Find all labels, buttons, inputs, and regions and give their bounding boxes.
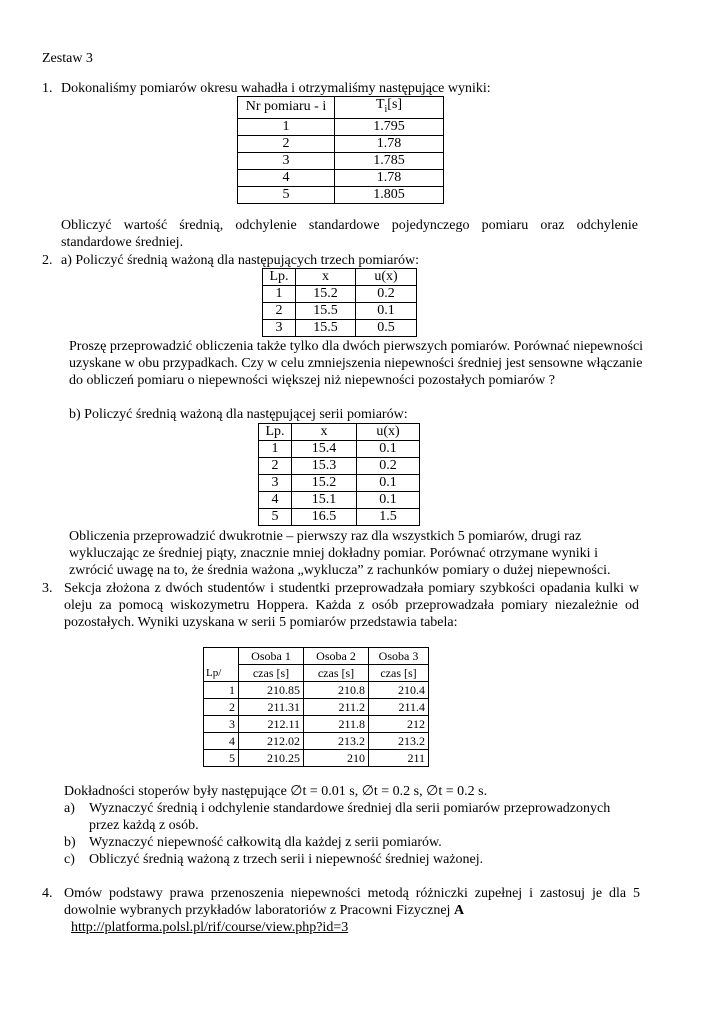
q2b-header-x: x bbox=[292, 424, 357, 441]
table-row: 1 15.2 0.2 bbox=[263, 286, 417, 303]
q2b-task: Obliczenia przeprowadzić dwukrotnie – pierwszy raz dla wszystkich 5 pomiarów, drugi raz wykluczając ze średniej piąty, znacznie mniej dokładny pomiar. Porównać otrzymane wyniki i zwrócić uwagę na to, że średnia ważona „wyklucza” z rachunków pomiary o dużej niepewności. bbox=[69, 529, 611, 578]
q1-intro: Dokonaliśmy pomiarów okresu wahadła i otrzymaliśmy następujące wyniki: bbox=[61, 81, 491, 96]
table-row: 5 16.5 1.5 bbox=[259, 509, 420, 526]
q3-header-person2: Osoba 2 bbox=[304, 648, 369, 665]
q2a-task: Proszę przeprowadzić obliczenia także tylko dla dwóch pierwszych pomiarów. Porównać niepewności uzyskane w obu przypadkach. Czy w celu zmniejszenia niepewności średniej jest sensowne włączanie do obliczeń pomiaru o niepewności większej niż niepewności pozostałych pomiarów ? bbox=[69, 339, 644, 388]
table-row: 2 15.5 0.1 bbox=[263, 303, 417, 320]
page-title: Zestaw 3 bbox=[42, 51, 93, 66]
q3a-label: a) bbox=[64, 801, 75, 816]
q3-header-person3: Osoba 3 bbox=[369, 648, 429, 665]
q2a-table bbox=[262, 268, 417, 337]
q2a-intro: a) Policzyć średnią ważoną dla następujących trzech pomiarów: bbox=[61, 253, 420, 268]
q1-header-t: $T_i[s]$ bbox=[335, 97, 444, 119]
q2-number: 2. bbox=[42, 253, 53, 268]
q2a-header-ux: u(x) bbox=[356, 269, 417, 286]
table-row: 3 1.785 bbox=[238, 152, 444, 169]
table-row: 5 210.25 210 211 bbox=[204, 750, 429, 767]
q1-task: Obliczyć wartość średnią, odchylenie standardowe pojedynczego pomiaru oraz odchylenie standardowe średniej. bbox=[61, 218, 638, 250]
q3a-text: Wyznaczyć średnią i odchylenie standardowe średniej dla serii pomiarów przeprowadzonych przez każdą z osób. bbox=[89, 801, 611, 833]
q4-number: 4. bbox=[42, 886, 53, 901]
q3-unit-2: czas [s] bbox=[304, 665, 369, 682]
table-row: 2 15.3 0.2 bbox=[259, 458, 420, 475]
table-row: 2 1.78 bbox=[238, 135, 444, 152]
table-row: 1 15.4 0.1 bbox=[259, 441, 420, 458]
table-row: 3 212.11 211.8 212 bbox=[204, 716, 429, 733]
q3c-text: Obliczyć średnią ważoną z trzech serii i niepewność średniej ważonej. bbox=[89, 852, 484, 867]
table-row: 1 1.795 bbox=[238, 118, 444, 135]
q3-intro: Sekcja złożona z dwóch studentów i studentki przeprowadzała pomiary szybkości opadania kulki w oleju za pomocą wiskozymetru Hoppera. Każda z osób przeprowadzała pomiary niezależnie od pozostałych. Wyniki uzyskana w serii 5 pomiarów przedstawia tabela: bbox=[64, 581, 639, 630]
table-row: 4 15.1 0.1 bbox=[259, 492, 420, 509]
q4-bold-a: A bbox=[453, 903, 465, 918]
q2b-intro: b) Policzyć średnią ważoną dla następującej serii pomiarów: bbox=[69, 407, 408, 422]
table-row: 2 211.31 211.2 211.4 bbox=[204, 699, 429, 716]
q3-unit-3: czas [s] bbox=[369, 665, 429, 682]
table-row: 4 1.78 bbox=[238, 169, 444, 186]
q4-text: Omów podstawy prawa przenoszenia niepewności metodą różniczki zupełnej i zastosuj je dla 5 dowolnie wybranych przykładów laboratoriów z Pracowni Fizycznej A bbox=[64, 886, 640, 918]
q3-header-person1: Osoba 1 bbox=[239, 648, 304, 665]
q2b-table bbox=[258, 423, 420, 526]
q3-accuracy: Dokładności stoperów były następujące ∅t = 0.01 s, ∅t = 0.2 s, ∅t = 0.2 s. bbox=[64, 784, 488, 799]
q1-table bbox=[237, 96, 444, 204]
table-row: 4 212.02 213.2 213.2 bbox=[204, 733, 429, 750]
q2a-header-lp: Lp. bbox=[263, 269, 296, 286]
q3-header-lp: Lp/ bbox=[204, 648, 239, 682]
table-row: 3 15.5 0.5 bbox=[263, 320, 417, 337]
table-row: 5 1.805 bbox=[238, 186, 444, 203]
q3b-label: b) bbox=[64, 835, 76, 850]
table-row: 3 15.2 0.1 bbox=[259, 475, 420, 492]
q1-number: 1. bbox=[42, 81, 53, 96]
q3-unit-1: czas [s] bbox=[239, 665, 304, 682]
q3-table bbox=[203, 647, 429, 767]
table-row: 1 210.85 210.8 210.4 bbox=[204, 682, 429, 699]
q3b-text: Wyznaczyć niepewność całkowitą dla każdej z serii pomiarów. bbox=[89, 835, 442, 850]
q1-header-nr: Nr pomiaru - i bbox=[238, 97, 335, 119]
q3-number: 3. bbox=[42, 581, 53, 596]
q2b-header-lp: Lp. bbox=[259, 424, 292, 441]
course-link[interactable]: http://platforma.polsl.pl/rif/course/view.php?id=3 bbox=[71, 920, 349, 935]
q2b-header-ux: u(x) bbox=[357, 424, 420, 441]
q3c-label: c) bbox=[64, 852, 75, 867]
q2a-header-x: x bbox=[296, 269, 356, 286]
